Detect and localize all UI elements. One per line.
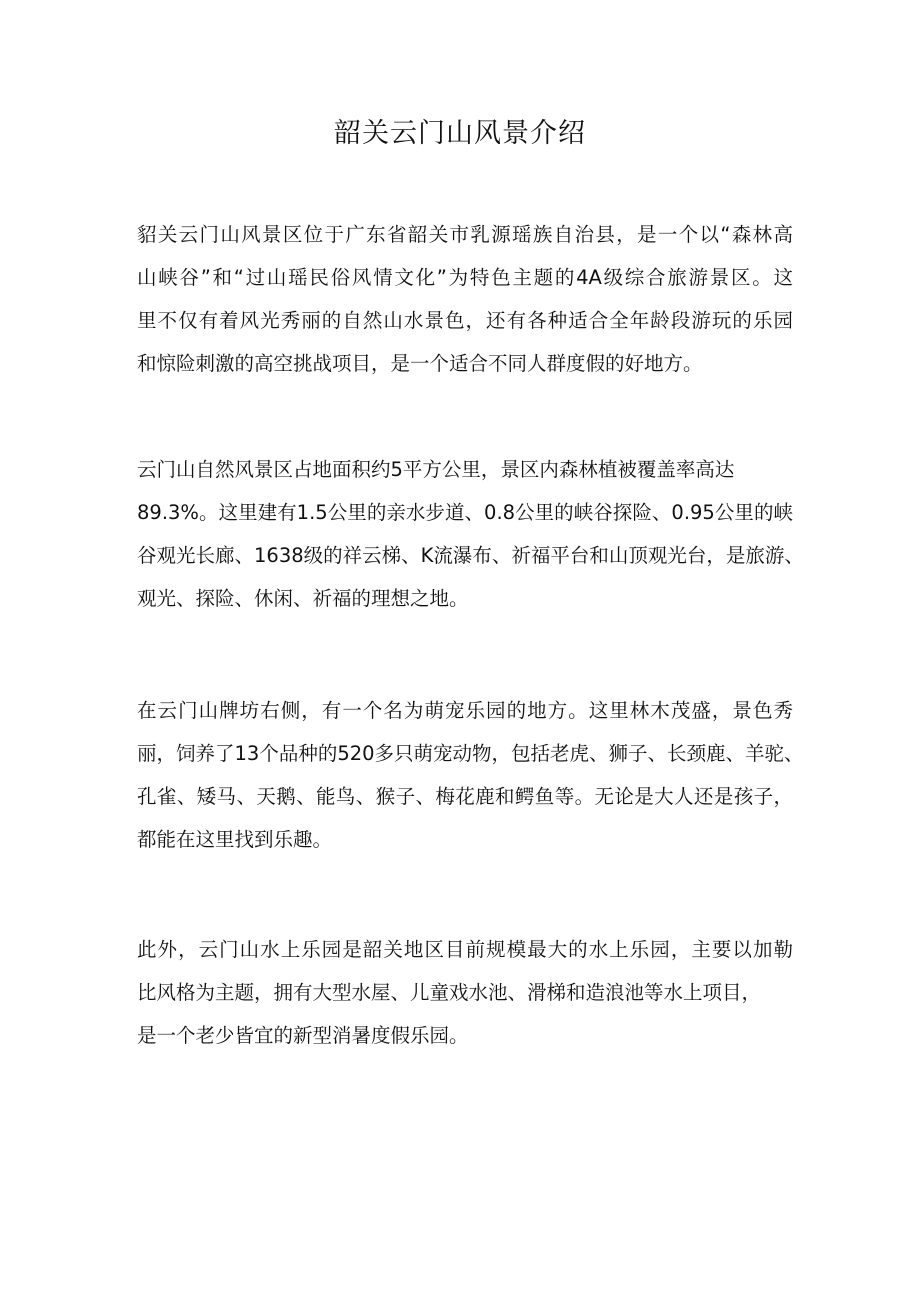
paragraph-water-park — [137, 928, 793, 1057]
paragraph-line: 此外，云门山水上乐园是韶关地区目前规模最大的水上乐园，主要以加勒 — [137, 938, 793, 961]
paragraph-line: 观光、探险、休闲、祈福的理想之地。 — [137, 587, 469, 610]
paragraph-line: 丽，饲养了13个品种的520多只萌宠动物，包括老虎、狮子、长颈鹿、羊驼、 — [137, 742, 804, 765]
paragraph-line: 貂关云门山风景区位于广东省韶关市乳源瑶族自治县，是一个以“森林高 — [137, 223, 793, 246]
paragraph-line: 云门山自然风景区占地面积约5平方公里，景区内森林植被覆盖率高达 — [137, 458, 735, 481]
paragraph-line: 在云门山牌坊右侧，有一个名为萌宠乐园的地方。这里林木茂盛，景色秀 — [137, 699, 793, 722]
paragraph-nature — [137, 448, 804, 620]
paragraph-line: 山峡谷”和“过山瑶民俗风情文化”为特色主题的4A级综合旅游景区。这 — [137, 266, 793, 289]
paragraph-line: 谷观光长廊、1638级的祥云梯、K流瀑布、祈福平台和山顶观光台，是旅游、 — [137, 544, 804, 567]
paragraph-line: 比风格为主题，拥有大型水屋、儿童戏水池、滑梯和造浪池等水上项目， — [137, 981, 762, 1004]
paragraph-line: 孔雀、矮马、天鹅、能鸟、猴子、梅花鹿和鳄鱼等。无论是大人还是孩子， — [137, 785, 793, 808]
paragraph-line: 89.3%。这里建有1.5公里的亲水步道、0.8公里的峡谷探险、0.95公里的峡 — [137, 501, 793, 524]
paragraph-line: 是一个老少皆宜的新型消暑度假乐园。 — [137, 1024, 469, 1047]
paragraph-pet-park — [137, 689, 804, 861]
paragraph-line: 都能在这里找到乐趣。 — [137, 828, 333, 851]
paragraph-intro — [137, 213, 793, 385]
paragraph-line: 和惊险刺激的高空挑战项目，是一个适合不同人群度假的好地方。 — [137, 352, 703, 375]
paragraph-line: 里不仅有着风光秀丽的自然山水景色，还有各种适合全年龄段游玩的乐园 — [137, 309, 793, 332]
document-title: 韶关云门山风景介绍 — [334, 118, 586, 149]
